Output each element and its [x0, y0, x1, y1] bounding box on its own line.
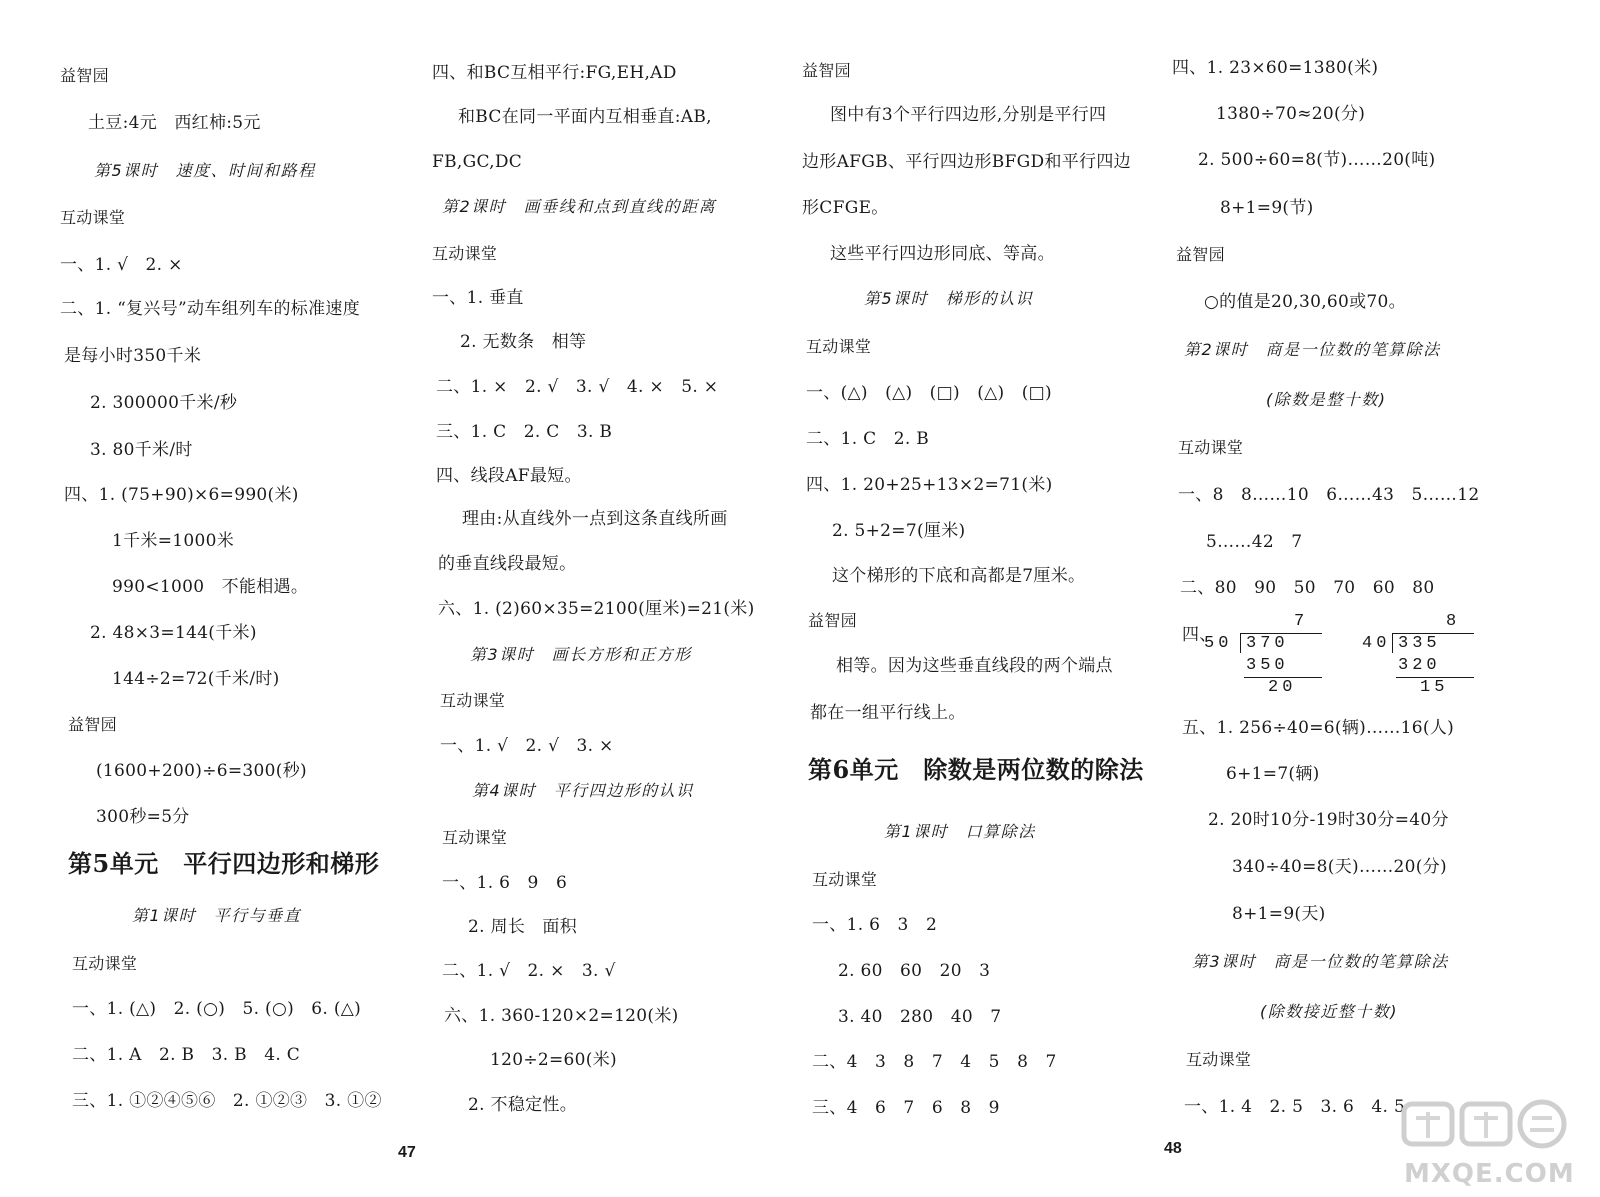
answer-line: 2. 60 60 20 3 [838, 961, 991, 981]
answer-line: 二、1. C 2. B [806, 429, 930, 449]
answer-line: 四、1. 20+25+13×2=71(米) [806, 475, 1053, 495]
lesson-title: 第1课时 平行与垂直 [132, 906, 302, 925]
long-division-b [1362, 612, 1472, 702]
answer-line: 5……42 7 [1206, 532, 1303, 552]
answer-line: 四、和BC互相平行:FG,EH,AD [432, 63, 677, 83]
answer-line: 3. 80千米/时 [90, 440, 193, 460]
section-heading: 互动课堂 [432, 244, 498, 263]
answer-line: 四、线段AF最短。 [436, 466, 582, 486]
page-number-right: 48 [1164, 1140, 1182, 1157]
answer-column-1 [60, 0, 440, 1197]
answer-column-4 [1172, 0, 1552, 1197]
answer-line: 8+1=9(天) [1232, 904, 1326, 924]
lesson-title: 第4课时 平行四边形的认识 [472, 781, 694, 800]
ld-b-remainder: 15 [1420, 678, 1449, 697]
answer-line: 2. 300000千米/秒 [90, 393, 238, 413]
watermark-logo [1400, 1098, 1590, 1190]
section-heading: 益智园 [60, 66, 109, 85]
lesson-title: 第1课时 口算除法 [884, 822, 1036, 841]
section-heading: 互动课堂 [812, 870, 878, 889]
answer-line: 2. 无数条 相等 [460, 332, 587, 352]
answer-line: 二、1. × 2. √ 3. √ 4. × 5. × [436, 377, 719, 397]
answer-line: 6+1=7(辆) [1226, 764, 1320, 784]
answer-line: 2. 500÷60=8(节)……20(吨) [1198, 150, 1436, 170]
section-heading: 益智园 [1176, 245, 1225, 264]
answer-line: 144÷2=72(千米/时) [112, 669, 280, 689]
answer-line: 六、1. (2)60×35=2100(厘米)=21(米) [438, 599, 755, 619]
ld-b-product: 320 [1398, 656, 1441, 675]
section-heading: 益智园 [808, 611, 857, 630]
lesson-title: 第5课时 速度、时间和路程 [94, 161, 316, 180]
section-heading: 互动课堂 [442, 828, 508, 847]
lesson-subtitle: (除数是整十数) [1266, 390, 1387, 409]
ld-b-quotient: 8 [1446, 612, 1461, 631]
answer-column-2 [432, 0, 812, 1197]
watermark-icon [1400, 1098, 1590, 1190]
answer-line: 一、1. √ 2. × [60, 255, 183, 275]
answer-line: 一、8 8……10 6……43 5……12 [1178, 485, 1480, 505]
watermark-text: MXQE.COM [1404, 1159, 1575, 1189]
section-heading: 互动课堂 [440, 691, 506, 710]
ld-a-quotient: 7 [1294, 612, 1309, 631]
long-division-a [1204, 612, 1314, 702]
lesson-title: 第5课时 梯形的认识 [864, 289, 1034, 308]
answer-line: 的垂直线段最短。 [438, 554, 577, 574]
section-heading: 益智园 [802, 61, 851, 80]
section-heading: 互动课堂 [806, 337, 872, 356]
answer-line: 300秒=5分 [96, 807, 190, 827]
answer-line: 图中有3个平行四边形,分别是平行四 [830, 105, 1107, 125]
answer-line: 相等。因为这些垂直线段的两个端点 [836, 656, 1113, 676]
answer-line: 这个梯形的下底和高都是7厘米。 [832, 566, 1086, 586]
ld-b-divisor: 40 [1362, 634, 1391, 653]
ld-a-bracket-side [1240, 633, 1241, 653]
answer-line: 三、1. C 2. C 3. B [436, 422, 613, 442]
answer-line: 四、1. (75+90)×6=990(米) [64, 485, 299, 505]
answer-line: 二、1. √ 2. × 3. √ [442, 961, 616, 981]
answer-line: 三、4 6 7 6 8 9 [812, 1098, 1000, 1118]
answer-line: 2. 周长 面积 [468, 917, 578, 937]
answer-line: 和BC在同一平面内互相垂直:AB, [458, 107, 712, 127]
answer-line: 8+1=9(节) [1220, 198, 1314, 218]
ld-a-divisor: 50 [1204, 634, 1233, 653]
answer-line: 2. 20时10分-19时30分=40分 [1208, 810, 1449, 830]
answer-line: 二、1. “复兴号”动车组列车的标准速度 [60, 299, 361, 319]
answer-line: 1千米=1000米 [112, 531, 235, 551]
answer-line: ○的值是20,30,60或70。 [1204, 292, 1406, 312]
section-heading: 互动课堂 [60, 208, 126, 227]
answer-line: 一、1. √ 2. √ 3. × [440, 736, 614, 756]
answer-line: 边形AFGB、平行四边形BFGD和平行四边 [802, 152, 1131, 172]
ld-b-bracket-side [1392, 633, 1393, 653]
answer-line: 六、1. 360-120×2=120(米) [444, 1006, 679, 1026]
ld-b-dividend: 335 [1398, 634, 1441, 653]
answer-line: 2. 5+2=7(厘米) [832, 521, 966, 541]
lesson-title: 第2课时 画垂线和点到直线的距离 [442, 197, 717, 216]
answer-line: 一、1. 4 2. 5 3. 6 4. 5 [1184, 1097, 1406, 1117]
lesson-title: 第3课时 画长方形和正方形 [470, 645, 692, 664]
lesson-title: 第3课时 商是一位数的笔算除法 [1192, 952, 1449, 971]
answer-line: 一、1. 垂直 [432, 288, 524, 308]
answer-line: 这些平行四边形同底、等高。 [830, 244, 1055, 264]
section-heading: 互动课堂 [1186, 1050, 1252, 1069]
lesson-title: 第2课时 商是一位数的笔算除法 [1184, 340, 1441, 359]
page-number-left: 47 [398, 1144, 416, 1161]
answer-line: 2. 48×3=144(千米) [90, 623, 257, 643]
answer-line: 一、1. (△) 2. (○) 5. (○) 6. (△) [72, 999, 362, 1019]
answer-line: 形CFGE。 [802, 198, 889, 218]
answer-line: 理由:从直线外一点到这条直线所画 [462, 509, 728, 529]
unit-title: 第5单元 平行四边形和梯形 [68, 849, 380, 878]
answer-line: 二、4 3 8 7 4 5 8 7 [812, 1052, 1057, 1072]
answer-line: 五、1. 256÷40=6(辆)……16(人) [1182, 718, 1455, 738]
answer-line: FB,GC,DC [432, 152, 523, 172]
answer-line: 二、1. A 2. B 3. B 4. C [72, 1045, 301, 1065]
answer-line: 是每小时350千米 [64, 346, 202, 366]
answer-line: 三、1. ①②④⑤⑥ 2. ①②③ 3. ①② [72, 1091, 382, 1111]
section-heading: 益智园 [68, 715, 117, 734]
ld-a-product: 350 [1246, 656, 1289, 675]
section-heading: 互动课堂 [72, 954, 138, 973]
section-heading: 互动课堂 [1178, 438, 1244, 457]
answer-line: 一、(△) (△) (□) (△) (□) [806, 383, 1052, 403]
answer-line: (1600+200)÷6=300(秒) [96, 761, 307, 781]
answer-line: 3. 40 280 40 7 [838, 1007, 1002, 1027]
answer-line: 一、1. 6 9 6 [442, 873, 568, 893]
ld-a-remainder: 20 [1268, 678, 1297, 697]
answer-line: 四、1. 23×60=1380(米) [1172, 58, 1379, 78]
answer-line: 120÷2=60(米) [490, 1050, 617, 1070]
answer-line: 2. 不稳定性。 [468, 1095, 578, 1115]
answer-line: 1380÷70≈20(分) [1216, 104, 1366, 124]
answer-column-3 [802, 0, 1182, 1197]
answer-line: 都在一组平行线上。 [810, 703, 966, 723]
answer-line: 二、80 90 50 70 60 80 [1180, 578, 1435, 598]
lesson-subtitle: (除数接近整十数) [1260, 1002, 1398, 1021]
answer-line: 一、1. 6 3 2 [812, 915, 938, 935]
answer-line: 990<1000 不能相遇。 [112, 577, 309, 597]
answer-line: 四、 [1182, 625, 1217, 645]
answer-line: 340÷40=8(天)……20(分) [1232, 857, 1447, 877]
ld-a-dividend: 370 [1246, 634, 1289, 653]
unit-title: 第6单元 除数是两位数的除法 [808, 755, 1144, 784]
answer-line: 土豆:4元 西红柿:5元 [88, 113, 261, 133]
